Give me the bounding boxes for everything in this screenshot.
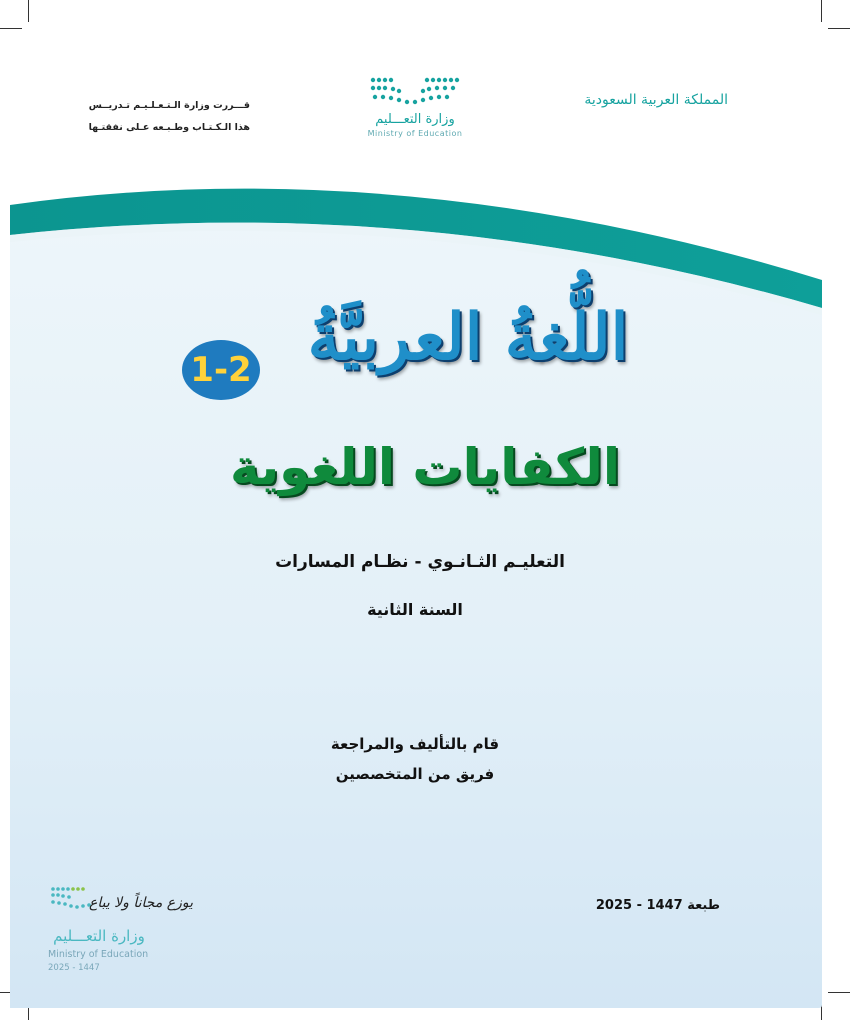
education-track: التعليـم الثـانـوي - نظـام المسارات <box>275 552 565 572</box>
book-subtitle: الكفايات اللغوية <box>230 438 620 496</box>
grade-badge <box>182 340 260 400</box>
decree-line-1: قـــررت وزارة الـتـعـلـيـم تـدريــس <box>88 100 250 111</box>
country-name: المملكة العربية السعودية <box>584 92 728 108</box>
grade-badge-label: 1-2 <box>190 350 252 390</box>
footer-ministry-ar: وزارة التعـــليم <box>53 927 145 945</box>
ministry-dots-icon <box>365 74 465 106</box>
ministry-name-ar: وزارة التعـــليم <box>375 112 455 127</box>
footer-ministry-year: 2025 - 1447 <box>48 963 100 973</box>
authors-heading: قام بالتأليف والمراجعة <box>330 735 500 753</box>
authors-team: فريق من المتخصصين <box>335 765 495 783</box>
book-title: اللُّغةُ العربيَّةُ <box>307 300 629 375</box>
header <box>0 0 850 200</box>
edition-year: طبعة 1447 - 2025 <box>595 898 720 913</box>
school-year: السنة الثانية <box>367 600 463 619</box>
decree-note <box>80 95 250 139</box>
decree-line-2: هذا الـكـتـاب وطـبـعه عـلى نفقتـها <box>88 122 250 133</box>
ministry-logo <box>360 74 470 138</box>
footer-ministry-en: Ministry of Education <box>48 949 149 960</box>
free-distribution-text: يوزع مجاناً ولا يباع <box>88 895 194 911</box>
ministry-name-en: Ministry of Education <box>367 129 463 138</box>
